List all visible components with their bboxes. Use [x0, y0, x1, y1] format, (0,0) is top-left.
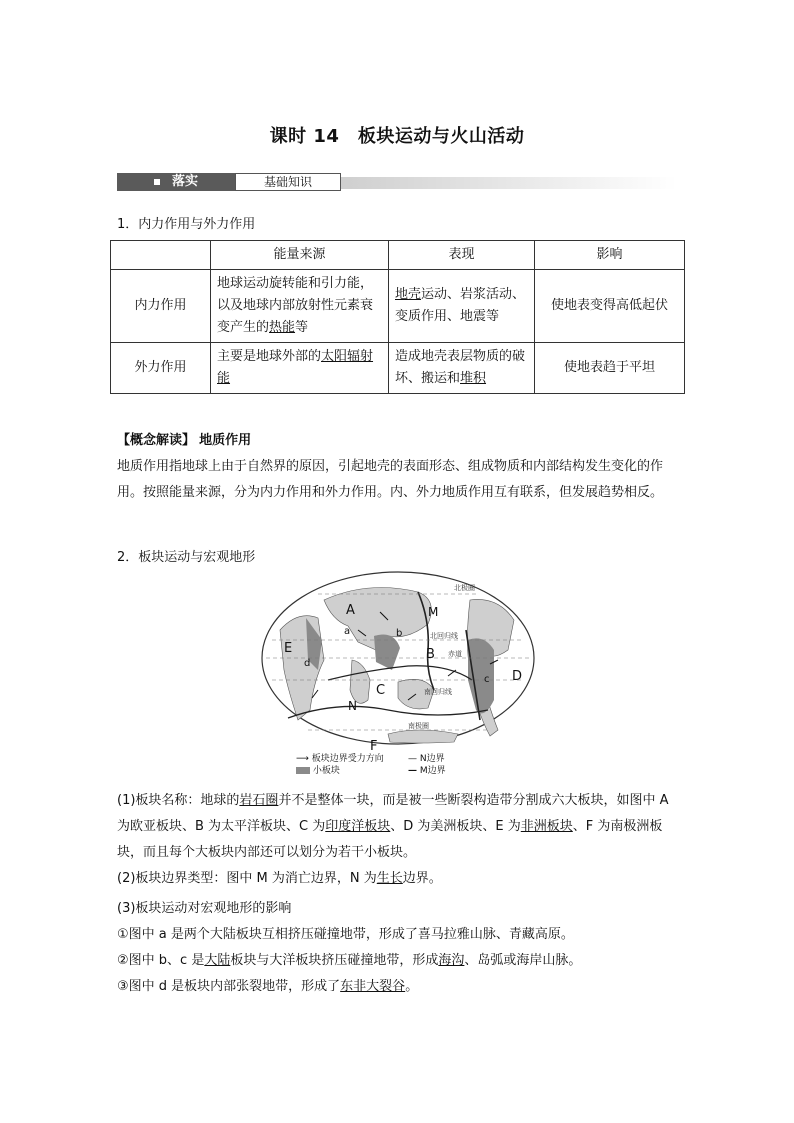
para-text: ③图中 d 是板块内部张裂地带，形成了	[117, 979, 341, 994]
cell-text: 等	[295, 320, 309, 335]
para-text: 、F 为南极洲板块，而且每个大板块内部还可以划分为若干小板块。	[117, 819, 663, 860]
underlined-answer: 堆积	[460, 371, 487, 386]
para-text: (2)板块边界类型：图中 M 为消亡边界，N 为	[117, 871, 377, 886]
plate-map	[258, 570, 538, 780]
section1-heading: 1．内力作用与外力作用	[117, 217, 256, 232]
cell-text: 主要是地球外部的	[217, 349, 322, 364]
boundary-label: N	[348, 699, 357, 713]
boundary-label: M	[428, 605, 439, 619]
section2-heading: 2．板块运动与宏观地形	[117, 550, 256, 565]
concept-term: 地质作用	[199, 433, 252, 448]
show-cell	[389, 270, 535, 343]
legend-row	[408, 766, 446, 777]
underlined-answer: 热能	[269, 320, 296, 335]
effect-cell: 使地表趋于平坦	[535, 343, 685, 394]
legend-row	[296, 766, 340, 777]
square-bullet-icon	[154, 179, 160, 185]
plate-label: F	[370, 739, 378, 754]
para-text: 。	[405, 979, 419, 994]
underlined-answer: 非洲板块	[520, 819, 573, 834]
legend-label: M边界	[419, 766, 446, 776]
energy-cell	[211, 343, 389, 394]
plate-label: D	[512, 669, 523, 684]
plate-map-svg	[258, 570, 538, 780]
legend-row	[296, 754, 384, 765]
banner-main	[117, 173, 235, 191]
landform-item	[117, 974, 682, 1000]
small-plate-label: a	[344, 626, 351, 637]
small-plate-label: c	[484, 674, 490, 685]
latitude-label: 赤道	[448, 650, 462, 658]
legend-row	[408, 754, 445, 765]
para-text: ②图中 b、c 是	[117, 953, 205, 968]
latitude-label: 北极圈	[454, 584, 475, 592]
gray-box-legend-icon	[296, 767, 310, 774]
arrow-legend-icon: ⟶	[296, 754, 309, 764]
concept-label: 【概念解读】	[117, 433, 196, 448]
plate-label: C	[376, 683, 386, 698]
underlined-answer: 大陆	[204, 953, 231, 968]
para-text: (1)板块名称：地球的	[117, 793, 240, 808]
small-plate-label: b	[396, 628, 403, 639]
underlined-answer: 地壳	[395, 287, 422, 302]
energy-cell	[211, 270, 389, 343]
para-text: 边界。	[402, 871, 442, 886]
latitude-label: 南极圈	[408, 722, 429, 730]
banner-tab: 基础知识	[235, 173, 341, 191]
plate-names-paragraph	[117, 788, 682, 866]
forces-table	[110, 240, 685, 394]
cell-text: 地球运动旋转能和引力能，以及地球内部放射性元素衰变产生的	[217, 276, 374, 335]
small-plate-label: d	[304, 658, 311, 669]
landform-item	[117, 948, 682, 974]
underlined-answer: 太阳辐射能	[217, 349, 374, 386]
cell-text: 运动、岩浆活动、变质作用、地震等	[395, 287, 526, 324]
table-row	[111, 270, 685, 343]
table-header-cell	[111, 241, 211, 270]
table-header-cell: 表现	[389, 241, 535, 270]
table-row	[111, 343, 685, 394]
latitude-label: 南回归线	[424, 688, 452, 696]
page-title: 课时 14 板块运动与火山活动	[269, 126, 525, 147]
landform-item: ①图中 a 是两个大陆板块互相挤压碰撞地带，形成了喜马拉雅山脉、青藏高原。	[117, 927, 574, 942]
landform-heading: (3)板块运动对宏观地形的影响	[117, 901, 292, 916]
banner-fade-bar	[341, 177, 677, 189]
para-text: 板块与大洋板块挤压碰撞地带，形成	[230, 953, 439, 968]
cell-text: 造成地壳表层物质的破坏、搬运和	[395, 349, 526, 386]
landmass	[388, 730, 458, 743]
row-name: 内力作用	[111, 270, 211, 343]
underlined-answer: 岩石圈	[239, 793, 279, 808]
plate-label: E	[284, 641, 293, 656]
section-banner	[117, 173, 677, 191]
boundary-type-paragraph	[117, 866, 682, 892]
plate-label: B	[426, 647, 435, 662]
underlined-answer: 印度洋板块	[325, 819, 391, 834]
para-text: 、岛弧或海岸山脉。	[464, 953, 582, 968]
show-cell	[389, 343, 535, 394]
table-header-cell: 能量来源	[211, 241, 389, 270]
plate-label: A	[346, 603, 355, 618]
latitude-label: 北回归线	[430, 632, 458, 640]
underlined-answer: 东非大裂谷	[340, 979, 406, 994]
legend-label: 小板块	[312, 766, 340, 776]
banner-main-label: 落实	[171, 174, 198, 189]
underlined-answer: 生长	[376, 871, 403, 886]
thick-line-legend-icon: —	[408, 766, 417, 776]
legend-label: N边界	[419, 754, 445, 764]
underlined-answer: 海沟	[438, 953, 465, 968]
table-header-row	[111, 241, 685, 270]
concept-block	[117, 428, 682, 506]
effect-cell: 使地表变得高低起伏	[535, 270, 685, 343]
thin-line-legend-icon: —	[408, 754, 417, 764]
para-text: 、D 为美洲板块、E 为	[390, 819, 521, 834]
table-header-cell: 影响	[535, 241, 685, 270]
legend-label: 板块边界受力方向	[311, 754, 384, 764]
concept-text: 地质作用指地球上由于自然界的原因，引起地壳的表面形态、组成物质和内部结构发生变化的作用。按照能量来源，分为内力作用和外力作用。内、外力地质作用互有联系，但发展趋势相反。	[117, 459, 664, 500]
row-name: 外力作用	[111, 343, 211, 394]
para-text: 并不是整体一块，而是被一些断裂构造带分割成六大板块，如图中 A 为欧亚板块、B 为太平洋板块、C 为	[117, 793, 669, 834]
